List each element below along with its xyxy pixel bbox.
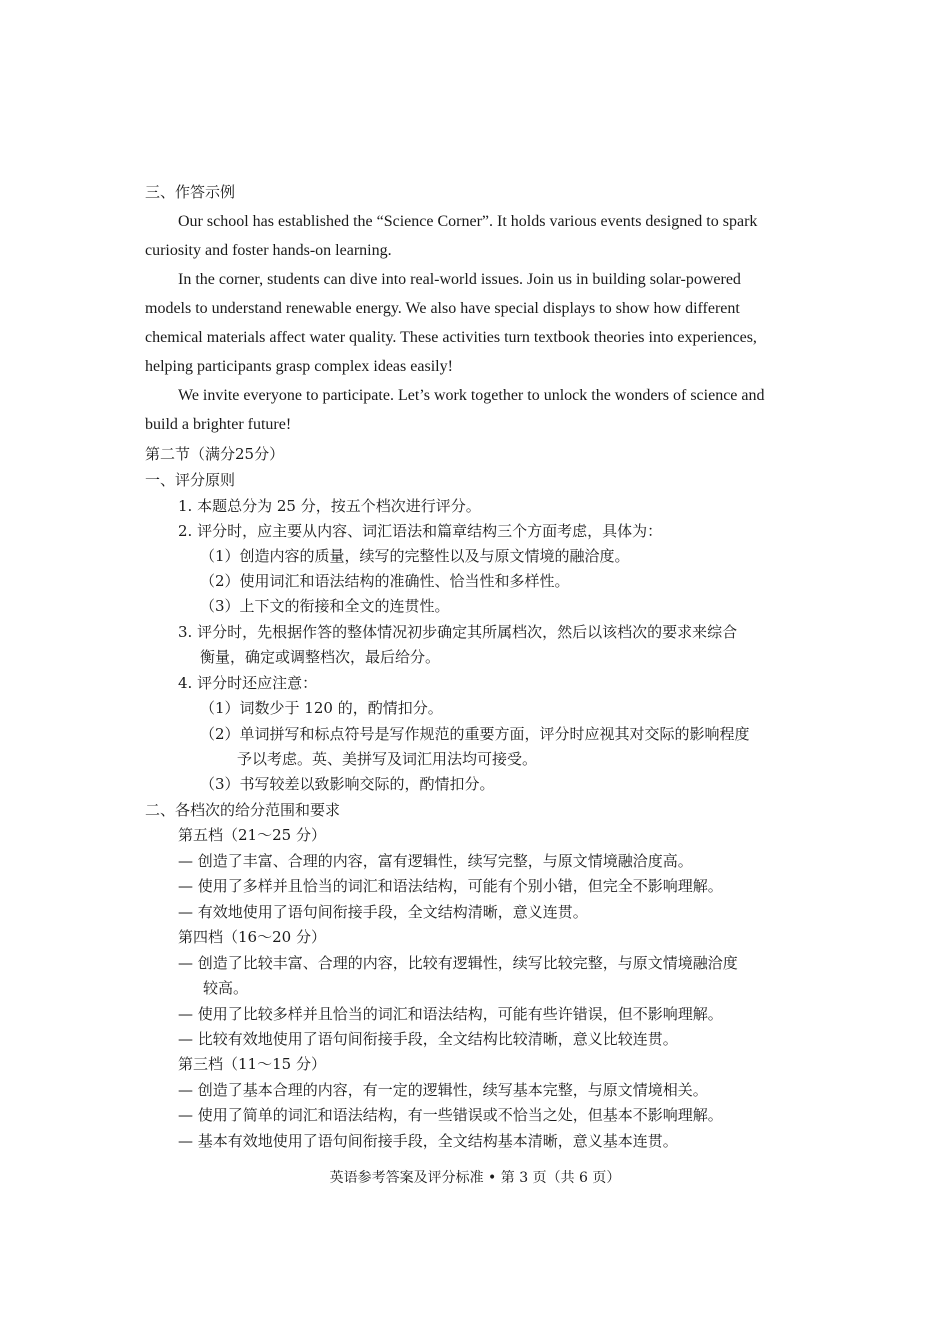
principle-subitem: （3）书写较差以致影响交际的，酌情扣分。 <box>200 775 495 793</box>
level-heading: 第五档（21～25 分） <box>178 826 326 844</box>
level-criterion: — 创造了丰富、合理的内容，富有逻辑性，续写完整，与原文情境融洽度高。 <box>178 852 693 870</box>
essay-line: curiosity and foster hands-on learning. <box>145 242 392 259</box>
principle-item: 4. 评分时还应注意： <box>178 674 318 692</box>
level-criterion: — 使用了比较多样并且恰当的词汇和语法结构，可能有些许错误，但不影响理解。 <box>178 1005 723 1023</box>
principles-heading: 一、评分原则 <box>145 471 236 489</box>
level-criterion: — 基本有效地使用了语句间衔接手段，全文结构基本清晰，意义基本连贯。 <box>178 1132 678 1150</box>
principle-item: 1. 本题总分为 25 分，按五个档次进行评分。 <box>178 497 481 515</box>
principle-subitem: （2）使用词汇和语法结构的准确性、恰当性和多样性。 <box>200 572 570 590</box>
level-criterion: — 使用了简单的词汇和语法结构，有一些错误或不恰当之处，但基本不影响理解。 <box>178 1106 723 1124</box>
section-heading: 三、作答示例 <box>145 183 236 201</box>
principle-item: 3. 评分时，先根据作答的整体情况初步确定其所属档次，然后以该档次的要求来综合 <box>178 623 738 641</box>
level-criterion: — 使用了多样并且恰当的词汇和语法结构，可能有个别小错，但完全不影响理解。 <box>178 877 723 895</box>
level-heading: 第三档（11～15 分） <box>178 1055 326 1073</box>
level-criterion: — 比较有效地使用了语句间衔接手段，全文结构比较清晰，意义比较连贯。 <box>178 1030 678 1048</box>
part-heading: 第二节（满分25分） <box>145 445 285 463</box>
essay-line: chemical materials affect water quality. These activities turn textbook theories into experiences, <box>145 329 757 346</box>
page-footer: 英语参考答案及评分标准 • 第 3 页（共 6 页） <box>329 1170 621 1186</box>
principle-item: 2. 评分时，应主要从内容、词汇语法和篇章结构三个方面考虑，具体为： <box>178 522 663 540</box>
principle-subitem: （1）词数少于 120 的，酌情扣分。 <box>200 699 443 717</box>
level-criterion: — 有效地使用了语句间衔接手段，全文结构清晰，意义连贯。 <box>178 903 588 921</box>
principle-subitem: （2）单词拼写和标点符号是写作规范的重要方面，评分时应视其对交际的影响程度 <box>200 725 750 743</box>
principle-item-cont: 衡量，确定或调整档次，最后给分。 <box>200 648 441 666</box>
essay-line: build a brighter future! <box>145 416 292 433</box>
level-heading: 第四档（16～20 分） <box>178 928 326 946</box>
essay-line: models to understand renewable energy. We also have special displays to show how different <box>145 300 740 317</box>
levels-heading: 二、各档次的给分范围和要求 <box>145 801 341 819</box>
level-criterion: — 创造了比较丰富、合理的内容，比较有逻辑性，续写比较完整，与原文情境融洽度 <box>178 954 738 972</box>
essay-line: We invite everyone to participate. Let’s work together to unlock the wonders of science and <box>178 387 765 404</box>
essay-line: helping participants grasp complex ideas easily! <box>145 358 453 375</box>
principle-subitem-cont: 予以考虑。英、美拼写及词汇用法均可接受。 <box>237 750 538 768</box>
essay-line: Our school has established the “Science Corner”. It holds various events designed to spark <box>178 213 758 230</box>
level-criterion: — 创造了基本合理的内容，有一定的逻辑性，续写基本完整，与原文情境相关。 <box>178 1081 708 1099</box>
level-criterion-cont: 较高。 <box>203 979 249 997</box>
essay-line: In the corner, students can dive into real-world issues. Join us in building solar-powered <box>178 271 741 288</box>
principle-subitem: （1）创造内容的质量，续写的完整性以及与原文情境的融洽度。 <box>200 547 630 565</box>
principle-subitem: （3）上下文的衔接和全文的连贯性。 <box>200 597 450 615</box>
